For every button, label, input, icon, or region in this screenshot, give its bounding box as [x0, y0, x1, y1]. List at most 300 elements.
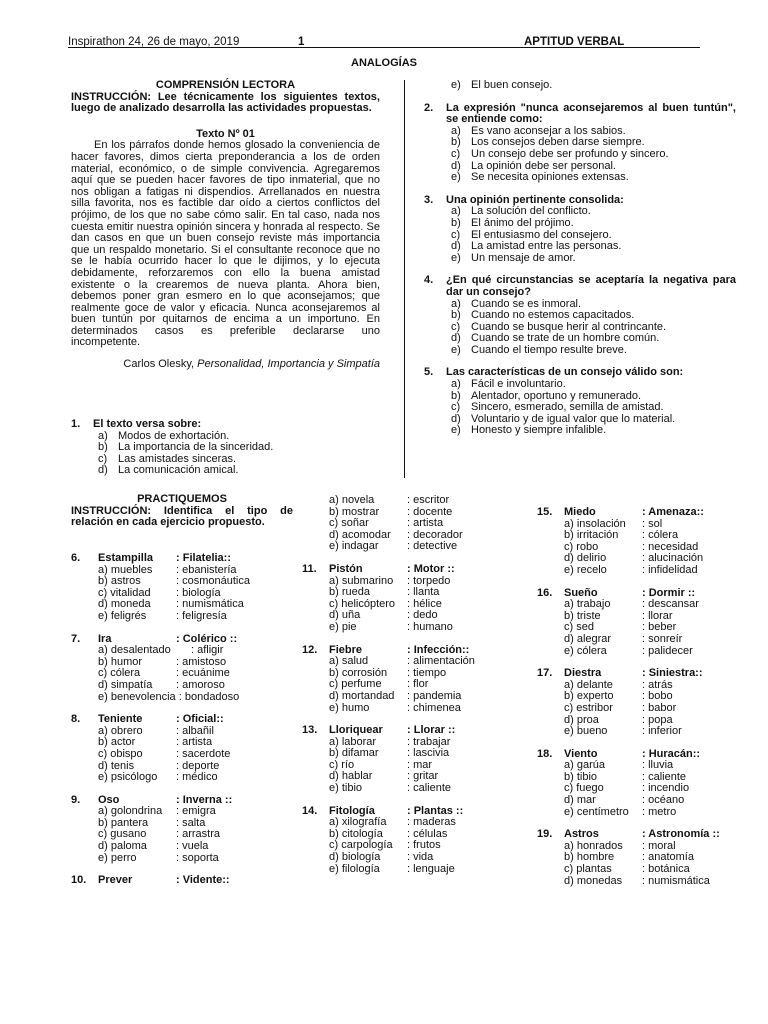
option-letter: b): [451, 216, 461, 229]
option-left: a) obrero: [98, 724, 143, 737]
option-right: : frutos: [407, 839, 441, 852]
option-letter: c): [451, 147, 461, 160]
analogy-number: 17.: [537, 667, 553, 680]
option-letter: a): [451, 205, 461, 218]
option-letter: c): [451, 228, 461, 241]
analogy-8: [71, 714, 311, 784]
option-left: a) novela: [329, 494, 375, 506]
option-left: e) recelo: [564, 563, 607, 576]
option-right: : bondadoso: [178, 690, 240, 703]
option-right: : cólera: [642, 529, 679, 542]
option-right: : chimenea: [407, 701, 461, 714]
analogy-word: Sueño: [564, 586, 598, 599]
option: [424, 218, 736, 230]
option-left: b) actor: [98, 736, 136, 749]
analogy-6: [71, 553, 311, 623]
option-right: : bobo: [642, 690, 673, 703]
option-right: : salta: [176, 816, 206, 829]
analogy-9: [71, 795, 311, 865]
option-right: : artista: [176, 736, 213, 749]
analogy-header: [537, 507, 747, 519]
analogy-13: [302, 725, 502, 795]
analogy-10-header: [71, 875, 311, 887]
option-text: Un mensaje de amor.: [471, 251, 576, 264]
analogy-pair: : Siniestra::: [642, 667, 703, 680]
option-left: a) laborar: [329, 735, 377, 748]
option: [424, 253, 736, 265]
question-number: 5.: [424, 366, 434, 379]
option-right: : ecuánime: [176, 667, 230, 680]
analogy-word: Fitología: [329, 804, 375, 817]
analogy-option: [71, 749, 311, 761]
option: [424, 149, 736, 161]
option-text: Cuando no estemos capacitados.: [471, 309, 635, 322]
analogy-number: 8.: [71, 713, 81, 726]
analogy-word: Miedo: [564, 506, 596, 518]
option-text: Cuando se trate de un hombre común.: [471, 332, 660, 345]
practice-title: PRACTIQUEMOS: [137, 493, 227, 505]
analogy-number: 11.: [302, 562, 317, 575]
option-right: : médico: [176, 771, 218, 784]
question-text: El texto versa sobre:: [93, 418, 202, 430]
analogy-option: [537, 864, 747, 876]
option-right: : torpedo: [407, 574, 451, 587]
option-left: c) obispo: [98, 747, 143, 760]
option-right: : soporta: [176, 851, 219, 864]
option-right: : detective: [407, 540, 458, 553]
option-right: : descansar: [642, 598, 699, 611]
option-left: d) mortandad: [329, 689, 395, 702]
question-text: La expresión "nunca aconsejaremos al buen tuntún", se entiende como:: [446, 101, 736, 126]
analogy-option: [302, 783, 502, 795]
option-left: a) muebles: [98, 563, 153, 576]
option: [71, 465, 401, 477]
option-right: : ebanistería: [176, 563, 237, 576]
analogy-option: [71, 611, 311, 623]
analogy-word: Teniente: [98, 713, 143, 726]
option-left: e) benevolencia: [98, 690, 176, 703]
option-left: b) difamar: [329, 747, 379, 760]
option-left: c) gusano: [98, 828, 147, 841]
option-left: b) astros: [98, 575, 141, 588]
option-left: d) simpatía: [98, 678, 153, 691]
analogy-number: 10.: [71, 874, 87, 887]
option-left: c) helicóptero: [329, 597, 396, 610]
analogy-option: [302, 852, 502, 864]
option-right: : amoroso: [176, 678, 225, 691]
option-right: : sol: [642, 517, 663, 530]
option-text: Cuando se busque herir al contrincante.: [471, 320, 667, 333]
option-left: e) perro: [98, 851, 137, 864]
analogy-option: [537, 646, 747, 658]
option-left: b) irritación: [564, 529, 619, 542]
analogy-word: Lloriquear: [329, 724, 383, 737]
analogy-number: 19.: [537, 828, 553, 841]
option-left: e) indagar: [329, 540, 379, 553]
analogy-option: [71, 680, 311, 692]
question-number: 4.: [424, 274, 434, 287]
analogy-15: [537, 507, 747, 577]
analogy-word: Fiebre: [329, 643, 363, 656]
analogy-17: [537, 668, 747, 738]
option-left: e) psicólogo: [98, 771, 158, 784]
analogy-pair: : Plantas ::: [407, 804, 464, 817]
option-right: : tiempo: [407, 666, 447, 679]
option-right: : docente: [407, 505, 453, 518]
option-text: Es vano aconsejar a los sabios.: [471, 124, 626, 137]
option-left: a) salud: [329, 655, 369, 668]
option-left: d) uña: [329, 609, 361, 622]
analogy-word: Estampilla: [98, 552, 154, 564]
option-right: : vuela: [176, 840, 209, 853]
option-left: c) perfume: [329, 678, 382, 691]
option-right: : dedo: [407, 609, 438, 622]
option-left: b) triste: [564, 609, 601, 622]
option-text: Cuando el tiempo resulte breve.: [471, 343, 627, 356]
analogy-option: [537, 876, 747, 888]
option-right: : células: [407, 827, 448, 840]
option-letter: c): [451, 401, 461, 414]
option-text: Se necesita opiniones extensas.: [471, 171, 629, 184]
column-divider: [404, 80, 405, 478]
option-left: c) fuego: [564, 782, 604, 795]
option-left: a) insolación: [564, 517, 626, 530]
option-right: : moral: [642, 839, 676, 852]
option-left: b) experto: [564, 690, 614, 703]
analogy-number: 13.: [302, 724, 318, 737]
option: [424, 379, 736, 391]
citation-author: Carlos Olesky,: [123, 358, 195, 371]
option-left: c) sed: [564, 621, 594, 634]
analogy-number: 9.: [71, 793, 81, 806]
question-text: ¿En qué circunstancias se aceptaría la negativa para dar un consejo?: [446, 274, 736, 298]
analogy-number: 18.: [537, 747, 553, 760]
analogy-number: 7.: [71, 632, 81, 645]
analogy-word: Pistón: [329, 562, 363, 575]
option-right: : maderas: [407, 816, 456, 829]
option-letter: b): [451, 136, 461, 149]
analogy-14: [302, 806, 502, 876]
option-right: : botánica: [642, 863, 690, 876]
option-letter: a): [451, 297, 461, 310]
option: [424, 241, 736, 253]
option-left: e) humo: [329, 701, 370, 714]
option-left: e) pie: [329, 620, 357, 633]
option-right: : popa: [642, 713, 673, 726]
practice-header: [71, 494, 293, 529]
analogy-word: Ira: [98, 632, 112, 645]
option-right: : deporte: [176, 759, 220, 772]
option-left: c) carpología: [329, 839, 393, 852]
option-text: Sincero, esmerado, semilla de amistad.: [471, 401, 664, 414]
analogy-pair: : Filatelia::: [176, 552, 232, 564]
option-left: b) hombre: [564, 851, 615, 864]
option-left: d) delirio: [564, 552, 607, 565]
analogy-pair: : Vidente::: [176, 874, 230, 887]
question-text: Una opinión pertinente consolida:: [446, 193, 624, 206]
analogy-pair: : Infección::: [407, 643, 470, 656]
analogy-header: [302, 564, 502, 576]
option-letter: b): [451, 309, 461, 322]
analogy-option: [537, 565, 747, 577]
option-right: : sacerdote: [176, 747, 231, 760]
practice-column-c: [537, 507, 747, 887]
option-left: b) citología: [329, 827, 383, 840]
option-text: Cuando se es inmoral.: [471, 297, 582, 310]
option-left: e) filología: [329, 862, 380, 875]
analogy-pair: : Huracán::: [642, 747, 701, 760]
option-right: : afligir: [191, 644, 224, 657]
option-right: : alimentación: [407, 655, 475, 668]
option-text: La solución del conflicto.: [471, 205, 591, 218]
option-text: El ánimo del prójimo.: [471, 216, 574, 229]
option-right: : inferior: [642, 725, 682, 738]
option-letter: d): [451, 332, 461, 345]
option-right: : arrastra: [176, 828, 221, 841]
reading-instruction: INSTRUCCIÓN: Lee técnicamente los siguientes textos, luego de analizado desarrolla las actividades propuestas.: [71, 90, 380, 115]
option-left: d) hablar: [329, 770, 373, 783]
analogy-option: [537, 703, 747, 715]
option-text: La opinión debe ser personal.: [471, 159, 616, 172]
analogy-pair: : Dormir ::: [642, 586, 696, 599]
analogy-number: 16.: [537, 586, 553, 599]
option-right: : infidelidad: [642, 563, 698, 576]
option-left: b) rueda: [329, 586, 370, 599]
option-right: : flor: [407, 678, 429, 691]
analogy-option: [537, 726, 747, 738]
option-letter: c): [451, 320, 461, 333]
option-left: d) proa: [564, 713, 599, 726]
option-text: Alentador, oportuno y remunerado.: [471, 389, 642, 402]
option-left: a) delante: [564, 678, 613, 691]
analogy-option: [537, 807, 747, 819]
option: [424, 345, 736, 357]
option-right: : pandemia: [407, 689, 462, 702]
option-left: e) cólera: [564, 644, 607, 657]
question-number: 3.: [424, 193, 434, 206]
option-text: Los consejos deben darse siempre.: [471, 136, 645, 149]
option-right: : babor: [642, 701, 677, 714]
option-left: a) submarino: [329, 574, 394, 587]
option-right: : caliente: [407, 782, 452, 795]
analogy-pair: : Motor ::: [407, 562, 455, 575]
question-header: [71, 419, 401, 431]
option-text: Voluntario y de igual valor que lo material.: [471, 412, 676, 425]
analogy-option: [537, 599, 747, 611]
analogy-option: [71, 853, 311, 865]
option-right: : artista: [407, 517, 444, 530]
option-left: c) cólera: [98, 667, 141, 680]
option-letter: e): [451, 79, 461, 91]
analogy-header: [537, 668, 747, 680]
option: [424, 80, 736, 92]
reading-citation: [71, 359, 380, 371]
analogy-word: Oso: [98, 793, 120, 806]
analogy-18: [537, 749, 747, 819]
option-letter: c): [98, 452, 108, 465]
option: [424, 310, 736, 322]
option-letter: e): [451, 424, 461, 437]
reading-section-title: COMPRENSIÓN LECTORA: [155, 79, 296, 91]
option-right: : amistoso: [176, 655, 227, 668]
option-right: : lascivia: [407, 747, 450, 760]
option-right: : cosmonáutica: [176, 575, 250, 588]
analogy-header: [302, 725, 502, 737]
question-number: 2.: [424, 101, 434, 114]
option: [424, 425, 736, 437]
option-right: : caliente: [642, 770, 687, 783]
option-text: Un consejo debe ser profundo y sincero.: [471, 147, 669, 160]
analogy-number: 6.: [71, 552, 81, 564]
option-text: La comunicación amical.: [118, 464, 239, 477]
option-right: : mar: [407, 758, 433, 771]
option-left: c) río: [329, 758, 355, 771]
option-left: d) monedas: [564, 874, 623, 887]
option-text: Las amistades sinceras.: [118, 452, 236, 465]
reading-questions-continued: [424, 80, 736, 437]
question-2: [424, 103, 736, 126]
option-left: d) paloma: [98, 840, 147, 853]
option-right: : decorador: [407, 528, 463, 541]
analogy-option: [71, 645, 311, 657]
option-left: c) estribor: [564, 701, 613, 714]
analogy-10-options: [302, 495, 502, 553]
analogy-option: [71, 692, 311, 704]
option: [424, 172, 736, 184]
option-right: : lluvia: [642, 759, 674, 772]
analogy-option: [302, 495, 502, 507]
option-letter: a): [451, 378, 461, 391]
option-letter: b): [98, 441, 108, 454]
analogy-option: [71, 841, 311, 853]
option-right: : humano: [407, 620, 453, 633]
option-right: : gritar: [407, 770, 439, 783]
option-left: b) humor: [98, 655, 143, 668]
question-number: 1.: [71, 418, 81, 430]
header-subject: APTITUD VERBAL: [524, 36, 625, 48]
analogy-word: Viento: [564, 747, 598, 760]
page-number: 1: [298, 36, 305, 48]
analogy-pair: : Amenaza::: [642, 506, 704, 518]
option-right: : escritor: [407, 494, 450, 506]
analogy-header: [71, 875, 311, 887]
option-right: : emigra: [176, 805, 216, 818]
option-text: El buen consejo.: [471, 79, 553, 91]
option-left: a) honrados: [564, 839, 623, 852]
option-left: d) acomodar: [329, 528, 391, 541]
option-right: : biología: [176, 586, 221, 599]
option-left: d) alegrar: [564, 632, 612, 645]
option-letter: e): [451, 171, 461, 184]
analogy-pair: : Inverna ::: [176, 793, 233, 806]
citation-work: Personalidad, Importancia y Simpatía: [197, 358, 380, 371]
analogy-number: 14.: [302, 804, 318, 817]
option-letter: a): [98, 429, 108, 442]
option-text: Modos de exhortación.: [118, 429, 230, 442]
analogy-header: [71, 553, 311, 565]
page-title: ANALOGÍAS: [351, 57, 417, 69]
option-right: : numismática: [176, 598, 244, 611]
option-letter: e): [451, 251, 461, 264]
option-right: : albañil: [176, 724, 214, 737]
reading-section: [71, 80, 380, 371]
analogy-option: [302, 691, 502, 703]
analogy-option: [302, 864, 502, 876]
analogy-option: [537, 634, 747, 646]
analogy-11: [302, 564, 502, 634]
analogy-pair: : Llorar ::: [407, 724, 456, 737]
practice-column-a: [71, 553, 311, 887]
option-left: b) tibio: [564, 770, 598, 783]
option-right: : palidecer: [642, 644, 693, 657]
option-letter: d): [451, 240, 461, 253]
option-left: d) mar: [564, 794, 596, 807]
option-right: : anatomía: [642, 851, 694, 864]
analogy-option: [302, 541, 502, 553]
option-letter: e): [451, 343, 461, 356]
option-left: c) plantas: [564, 863, 612, 876]
option-letter: a): [451, 124, 461, 137]
analogy-option: [302, 703, 502, 715]
option-left: a) garúa: [564, 759, 605, 772]
option-right: : llorar: [642, 609, 673, 622]
analogy-option: [71, 772, 311, 784]
option-right: : hélice: [407, 597, 442, 610]
option-letter: d): [451, 159, 461, 172]
option-left: a) golondrina: [98, 805, 163, 818]
text-title: Texto Nº 01: [196, 127, 255, 140]
option-right: : trabajar: [407, 735, 451, 748]
option-left: c) robo: [564, 540, 599, 553]
option-right: : alucinación: [642, 552, 704, 565]
practice-column-b: [302, 495, 502, 875]
option-letter: d): [451, 412, 461, 425]
option-left: c) soñar: [329, 517, 369, 530]
header-rule: [68, 47, 700, 48]
option-text: El entusiasmo del consejero.: [471, 228, 612, 241]
option-right: : vida: [407, 851, 434, 864]
analogy-header: [71, 714, 311, 726]
option-left: b) corrosión: [329, 666, 388, 679]
option-left: a) xilografía: [329, 816, 387, 829]
option-left: e) bueno: [564, 725, 608, 738]
option-right: : incendio: [642, 782, 690, 795]
option-right: : lenguaje: [407, 862, 455, 875]
option-text: Honesto y siempre infalible.: [471, 424, 607, 437]
analogy-word: Prever: [98, 874, 133, 887]
header-left: Inspirathon 24, 26 de mayo, 2019: [68, 36, 240, 48]
option-right: : numismática: [642, 874, 710, 887]
analogy-option: [537, 795, 747, 807]
analogy-19: [537, 829, 747, 887]
analogy-16: [537, 588, 747, 658]
option-right: : necesidad: [642, 540, 699, 553]
option-left: d) moneda: [98, 598, 151, 611]
option-left: b) mostrar: [329, 505, 380, 518]
analogy-option: [302, 622, 502, 634]
analogy-option: [302, 587, 502, 599]
option-letter: d): [98, 464, 108, 477]
option-left: d) biología: [329, 851, 381, 864]
option-right: : océano: [642, 794, 685, 807]
option-text: La importancia de la sinceridad.: [118, 441, 274, 454]
analogy-pair: : Colérico ::: [176, 632, 238, 645]
option-right: : atrás: [642, 678, 673, 691]
question-4: [424, 275, 736, 298]
option-right: : beber: [642, 621, 677, 634]
analogy-word: Diestra: [564, 667, 602, 680]
analogy-option: [302, 656, 502, 668]
